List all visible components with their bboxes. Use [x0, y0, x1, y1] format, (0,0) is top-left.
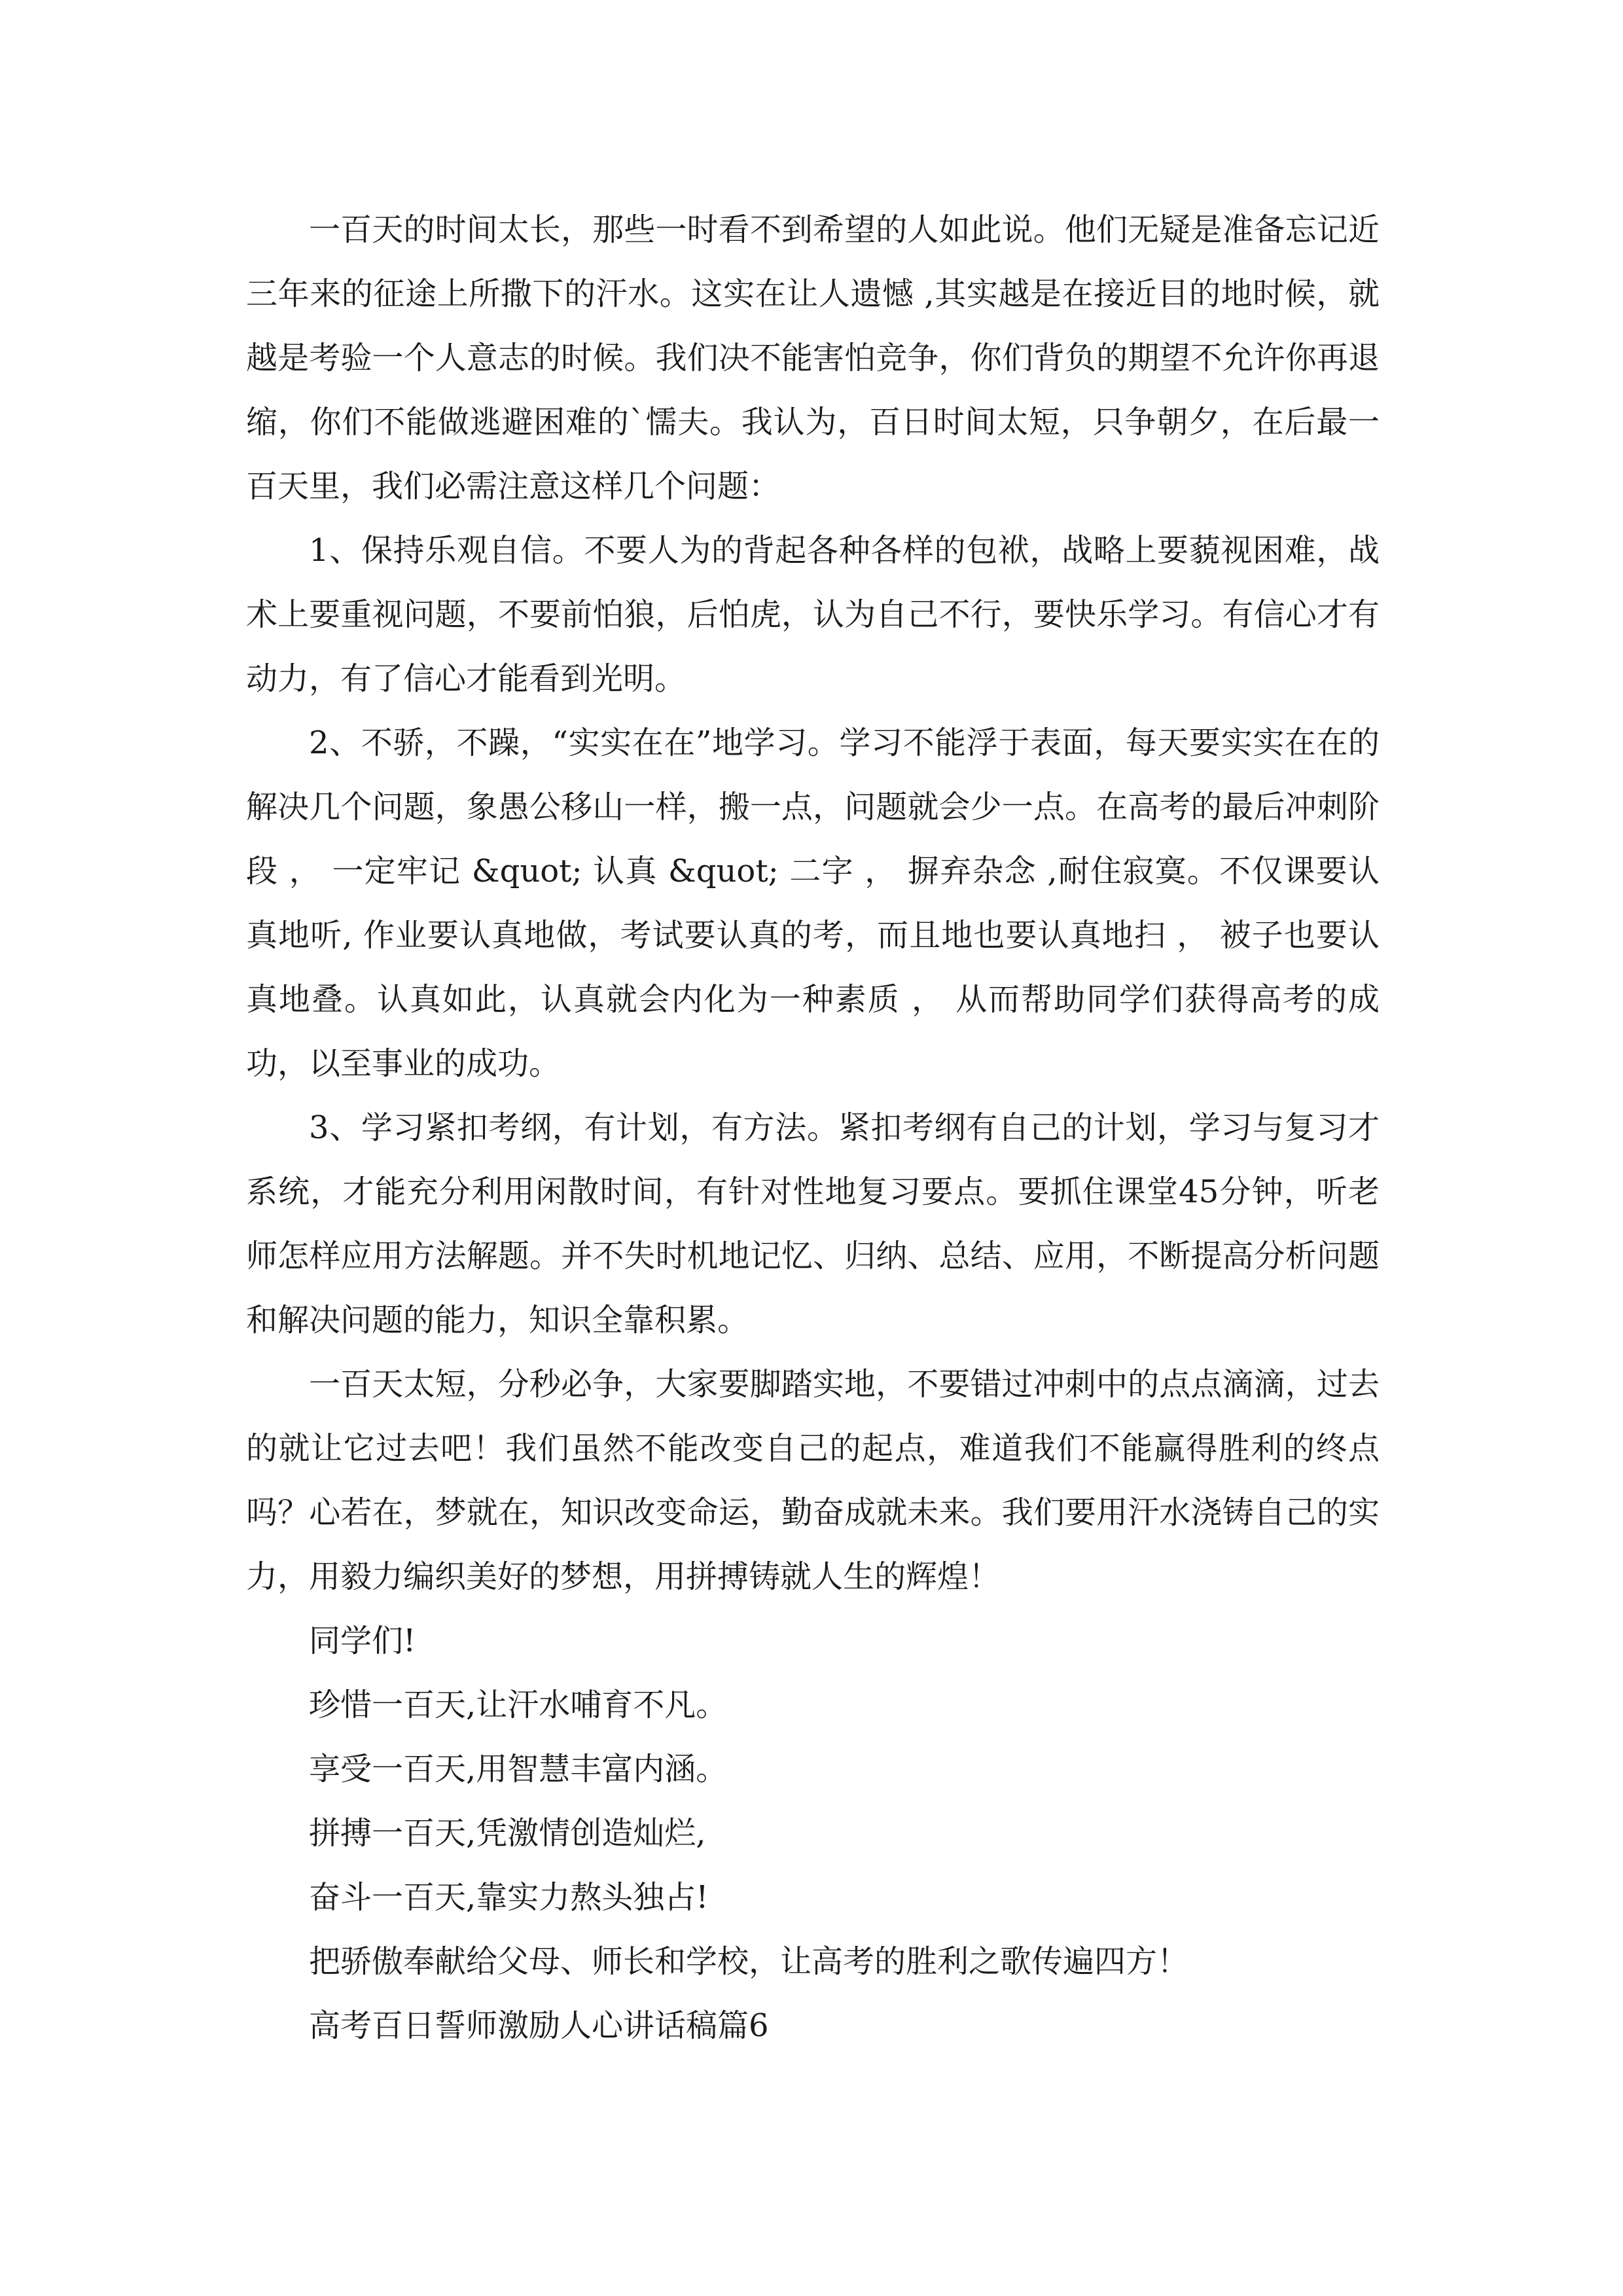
paragraph-point-2: 2、不骄，不躁，“实实在在”地学习。学习不能浮于表面，每天要实实在在的解决几个问题，象愚公移山一样，搬一点，问题就会少一点。在高考的最后冲刺阶段 ， 一定牢记 &quot; 认真 &quot; 二字 ， 摒弃杂念 ,耐住寂寞。不仅课要认真地听, 作业要认真地做，考试要认真的考，而且地也要认真地扫 ， 被子也要认真地叠。认真如此，认真就会内化为一种素质 ， 从而帮助同学们获得高考的成功，以至事业的成功。	[246, 725, 1380, 1082]
paragraph-point-1: 1、保持乐观自信。不要人为的背起各种各样的包袱，战略上要藐视困难，战术上要重视问题，不要前怕狼，后怕虎，认为自己不行，要快乐学习。有信心才有动力，有了信心才能看到光明。	[246, 532, 1380, 697]
line-strive: 拼搏一百天,凭激情创造灿烂,	[309, 1815, 706, 1852]
line-greeting: 同学们!	[309, 1623, 416, 1659]
paragraph-closing: 一百天太短，分秒必争，大家要脚踏实地，不要错过冲刺中的点点滴滴，过去的就让它过去吧！我们虽然不能改变自己的起点，难道我们不能赢得胜利的终点吗？心若在，梦就在，知识改变命运，勤奋成就未来。我们要用汗水浇铸自己的实力，用毅力编织美好的梦想，用拼搏铸就人生的辉煌！	[246, 1366, 1380, 1595]
line-struggle: 奋斗一百天,靠实力熬头独占!	[309, 1879, 709, 1916]
line-enjoy: 享受一百天,用智慧丰富内涵。	[309, 1751, 728, 1787]
document-body	[246, 198, 1380, 2058]
line-cherish: 珍惜一百天,让汗水哺育不凡。	[309, 1687, 728, 1723]
section-heading-6: 高考百日誓师激励人心讲话稿篇6	[309, 2007, 769, 2044]
line-dedication: 把骄傲奉献给父母、师长和学校，让高考的胜利之歌传遍四方！	[309, 1943, 1189, 1980]
paragraph-point-3: 3、学习紧扣考纲，有计划，有方法。紧扣考纲有自己的计划，学习与复习才系统，才能充分利用闲散时间，有针对性地复习要点。要抓住课堂45分钟，听老师怎样应用方法解题。并不失时机地记忆、归纳、总结、应用，不断提高分析问题和解决问题的能力，知识全靠积累。	[246, 1109, 1380, 1338]
paragraph-intro: 一百天的时间太长，那些一时看不到希望的人如此说。他们无疑是准备忘记近三年来的征途上所撒下的汗水。这实在让人遗憾 ,其实越是在接近目的地时候，就越是考验一个人意志的时候。我们决不能害怕竞争，你们背负的期望不允许你再退缩，你们不能做逃避困难的`懦夫。我认为，百日时间太短，只争朝夕，在后最一百天里，我们必需注意这样几个问题：	[246, 211, 1380, 505]
